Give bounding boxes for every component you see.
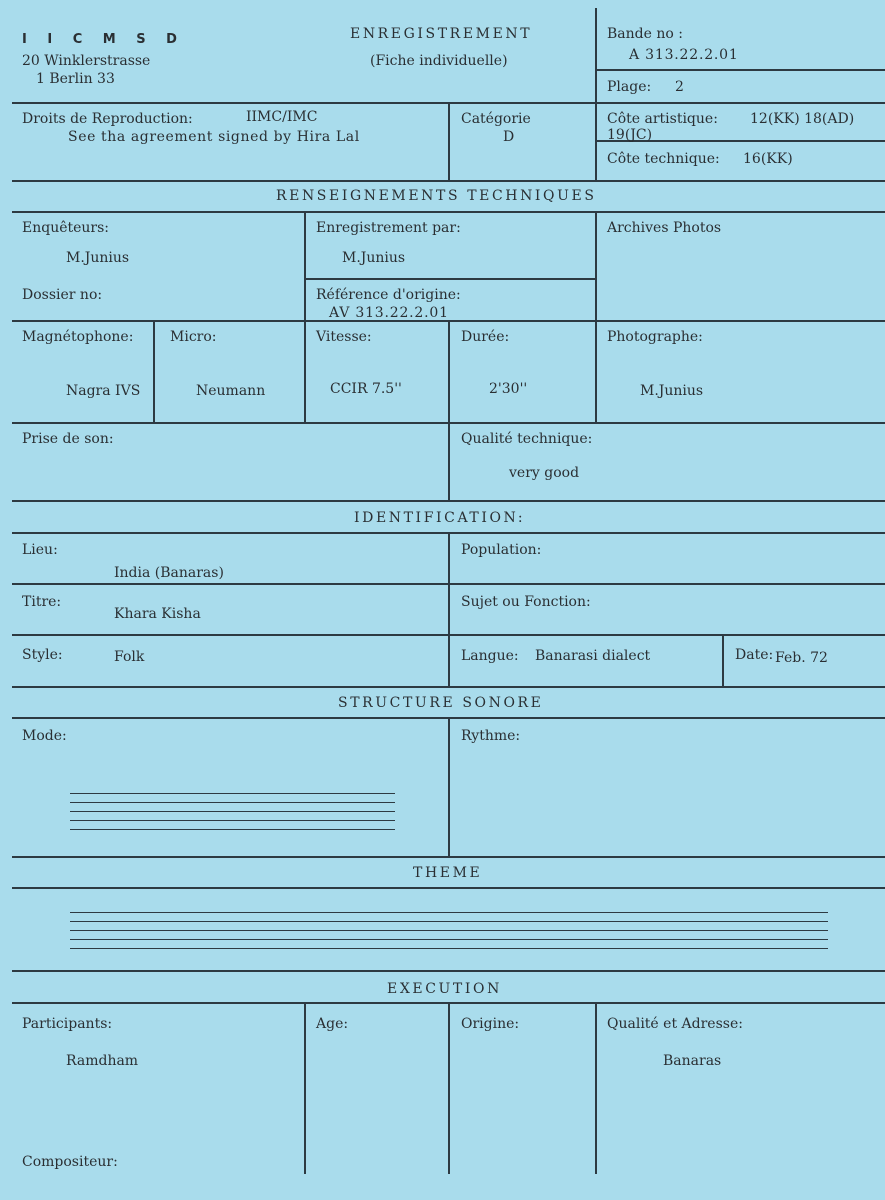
archives-label: Archives Photos [607,220,722,236]
vitesse-label: Vitesse: [316,329,372,345]
magnetophone-label: Magnétophone: [22,329,134,345]
titre-value: Khara Kisha [114,606,201,622]
cote-technique-value: 16(KK) [743,151,793,167]
rule [12,970,885,972]
rule [12,180,885,182]
bande-value: A 313.22.2.01 [629,47,739,63]
participants-value: Ramdham [66,1053,139,1069]
rule [12,856,885,858]
section-identification: IDENTIFICATION: [354,510,526,526]
enqueteurs-label: Enquêteurs: [22,220,110,236]
form-title: ENREGISTREMENT [350,26,533,42]
institution-name: I I C M S D [22,32,185,47]
cote-artistique-value-2: 19(JC) [607,127,653,143]
enregistrement-value: M.Junius [342,250,406,266]
rule [448,320,450,422]
mode-label: Mode: [22,728,67,744]
origine-label: Origine: [461,1016,520,1032]
rule [153,320,155,422]
duree-label: Durée: [461,329,510,345]
style-label: Style: [22,647,63,663]
rights-label: Droits de Reproduction: [22,111,193,127]
rule [595,211,597,422]
qualite-adresse-label: Qualité et Adresse: [607,1016,743,1032]
titre-label: Titre: [22,594,62,610]
cote-artistique-label: Côte artistique: [607,111,718,127]
vitesse-value: CCIR 7.5'' [330,381,402,397]
enregistrement-label: Enregistrement par: [316,220,461,236]
compositeur-label: Compositeur: [22,1154,118,1170]
qualite-technique-label: Qualité technique: [461,431,593,447]
rule [12,887,885,889]
qualite-adresse-value: Banaras [663,1053,722,1069]
rule [304,211,306,422]
prise-de-son-label: Prise de son: [22,431,114,447]
photographe-label: Photographe: [607,329,703,345]
rule [12,686,885,688]
langue-value: Banarasi dialect [535,648,651,664]
rule [305,278,596,280]
participants-label: Participants: [22,1016,113,1032]
bande-label: Bande no : [607,26,683,42]
address-line-2: 1 Berlin 33 [36,71,115,87]
lieu-label: Lieu: [22,542,58,558]
rule [595,1002,597,1174]
rule [595,8,597,180]
rule [448,422,450,500]
age-label: Age: [316,1016,349,1032]
categorie-label: Catégorie [461,111,531,127]
section-execution: EXECUTION [387,981,502,997]
date-label: Date: [735,647,774,663]
rythme-label: Rythme: [461,728,521,744]
address-line-1: 20 Winklerstrasse [22,53,151,69]
rule [448,532,450,686]
langue-label: Langue: [461,648,519,664]
magnetophone-value: Nagra IVS [66,383,141,399]
micro-label: Micro: [170,329,217,345]
reference-label: Référence d'origine: [316,287,461,303]
rule [448,1002,450,1174]
population-label: Population: [461,542,542,558]
rule [304,1002,306,1174]
sujet-label: Sujet ou Fonction: [461,594,591,610]
rights-note: See tha agreement signed by Hira Lal [68,129,360,145]
plage-label: Plage: [607,79,652,95]
rule [12,500,885,502]
lieu-value: India (Banaras) [114,565,224,581]
rule [448,717,450,856]
plage-value: 2 [675,79,684,95]
dossier-label: Dossier no: [22,287,103,303]
style-value: Folk [114,649,145,665]
section-structure: STRUCTURE SONORE [338,695,544,711]
micro-value: Neumann [196,383,266,399]
form-subtitle: (Fiche individuelle) [370,53,508,69]
rule [448,102,450,180]
rule [722,634,724,686]
rule [12,211,885,213]
section-technical: RENSEIGNEMENTS TECHNIQUES [276,188,597,204]
categorie-value: D [503,129,515,145]
rule [596,69,885,71]
photographe-value: M.Junius [640,383,704,399]
enqueteurs-value: M.Junius [66,250,130,266]
duree-value: 2'30'' [489,381,528,397]
section-theme: THEME [413,865,483,881]
cote-technique-label: Côte technique: [607,151,720,167]
rights-value: IIMC/IMC [246,109,318,125]
qualite-technique-value: very good [509,465,580,481]
cote-artistique-value: 12(KK) 18(AD) [750,111,855,127]
date-value: Feb. 72 [775,650,828,666]
reference-value: AV 313.22.2.01 [329,305,449,321]
